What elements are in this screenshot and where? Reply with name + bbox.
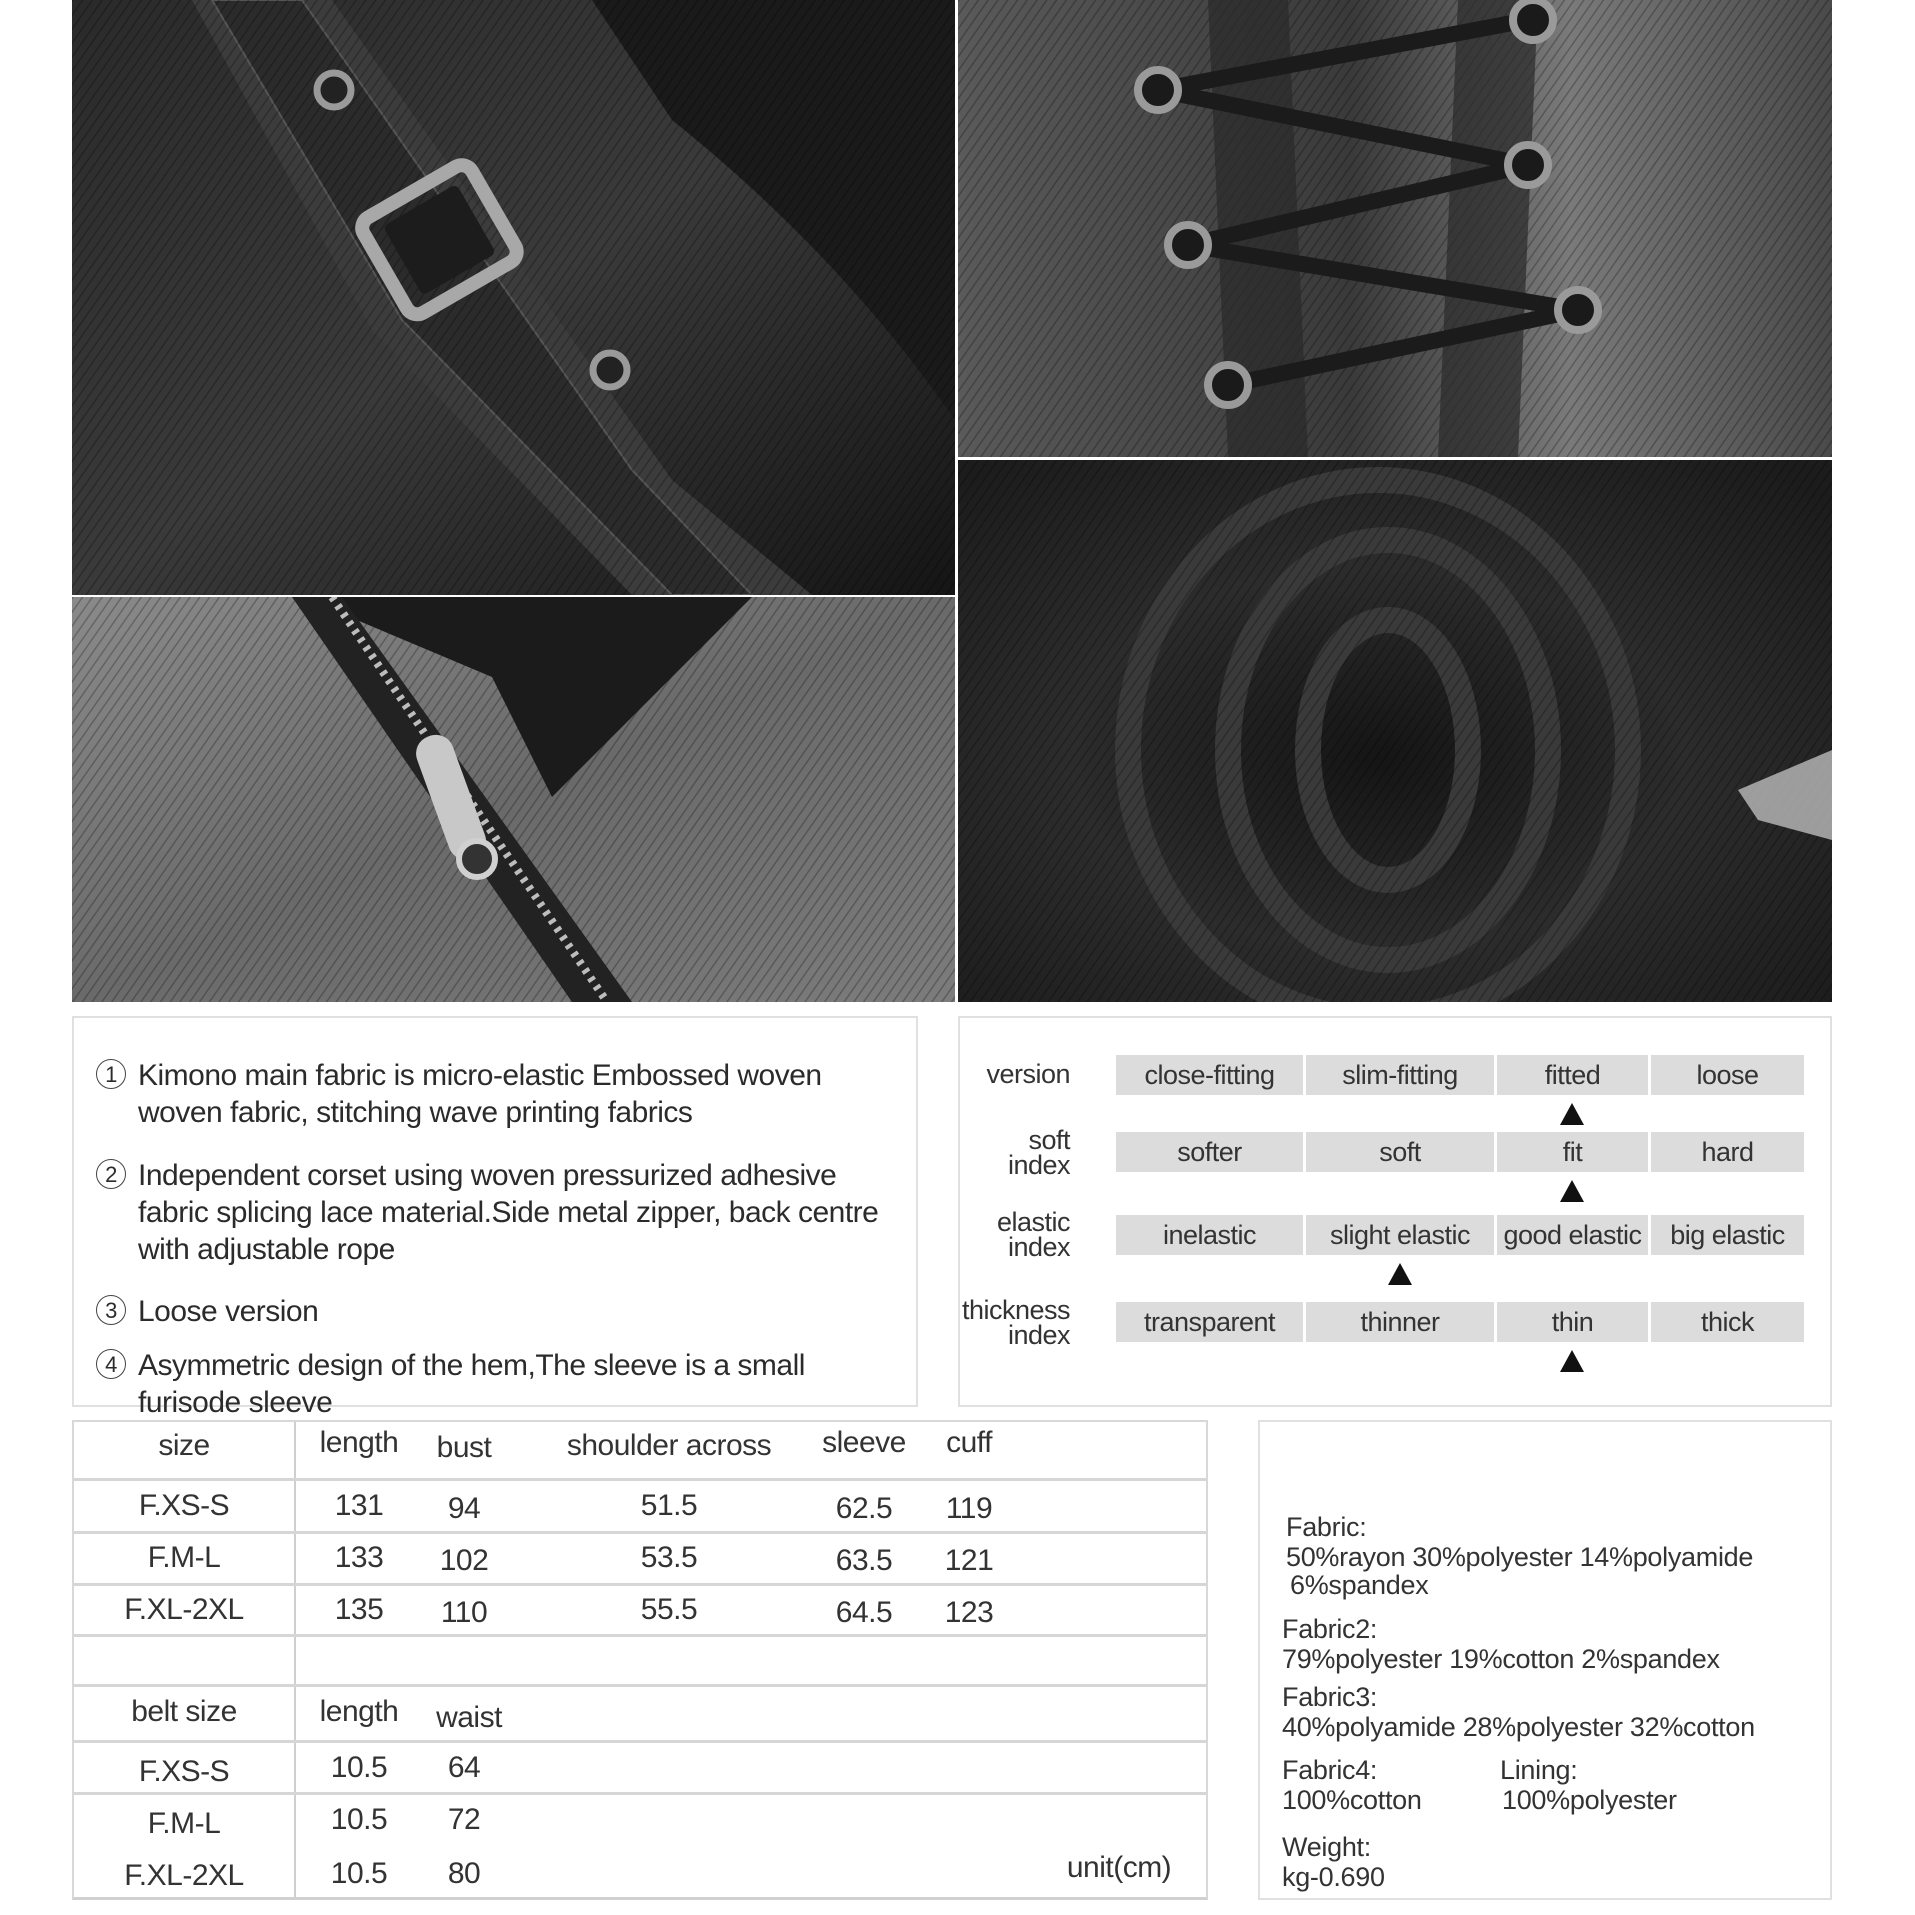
index-option: fit [1497, 1132, 1648, 1172]
belt-header: waist [436, 1701, 502, 1734]
size-chart [72, 1420, 1208, 1900]
index-option: slight elastic [1306, 1215, 1494, 1255]
index-label [986, 1059, 1070, 1089]
index-option: softer [1116, 1132, 1303, 1172]
row-divider [74, 1740, 1206, 1743]
size-cell: 121 [944, 1544, 994, 1577]
size-header: size [158, 1429, 210, 1462]
row-divider [74, 1478, 1206, 1481]
index-option: close-fitting [1116, 1055, 1303, 1095]
fabric3-value: 40%polyamide 28%polyester 32%cotton [1282, 1712, 1755, 1742]
size-cell: 133 [334, 1541, 384, 1574]
belt-cell: F.M-L [147, 1807, 221, 1840]
size-header: bust [436, 1431, 492, 1464]
feature-description-box [72, 1016, 918, 1419]
size-cell: 64.5 [835, 1596, 893, 1629]
belt-cell: 72 [447, 1803, 481, 1836]
belt-cell: 10.5 [330, 1751, 388, 1784]
lining-label: Lining: [1500, 1755, 1578, 1785]
index-option: loose [1651, 1055, 1804, 1095]
belt-cell: 10.5 [330, 1857, 388, 1890]
feature-text: Kimono main fabric is micro-elastic Embossed woven woven fabric, stitching wave printing fabrics [138, 1059, 822, 1129]
row-divider [74, 1531, 1206, 1534]
size-cell: 110 [440, 1596, 488, 1629]
index-option: fitted [1497, 1055, 1648, 1095]
index-option: transparent [1116, 1302, 1303, 1342]
size-cell: 55.5 [640, 1593, 698, 1626]
size-header: shoulder across [566, 1429, 772, 1462]
index-label-line: soft [1028, 1125, 1070, 1155]
lining-value: 100%polyester [1502, 1785, 1677, 1815]
photo-zipper-lace [72, 597, 955, 1002]
size-cell: F.XS-S [138, 1489, 230, 1522]
selection-marker-icon [1560, 1103, 1584, 1125]
fabric1-label: Fabric: [1286, 1512, 1367, 1542]
index-option: good elastic [1497, 1215, 1648, 1255]
fabric4-value: 100%cotton [1282, 1785, 1422, 1815]
column-divider [294, 1422, 296, 1897]
index-option: soft [1306, 1132, 1494, 1172]
size-header: sleeve [822, 1426, 906, 1459]
size-cell: 94 [447, 1492, 481, 1525]
fabric1-value: 50%rayon 30%polyester 14%polyamide [1286, 1542, 1754, 1572]
index-option: slim-fitting [1306, 1055, 1494, 1095]
selection-marker-icon [1560, 1350, 1584, 1372]
index-row-elastic [1116, 1215, 1808, 1255]
row-divider [74, 1792, 1206, 1795]
belt-cell: F.XS-S [138, 1755, 230, 1788]
circled-number: 1 [96, 1059, 126, 1089]
circled-number: 4 [96, 1349, 126, 1379]
index-option: inelastic [1116, 1215, 1303, 1255]
row-divider [74, 1583, 1206, 1586]
index-label [1007, 1125, 1070, 1180]
index-option: big elastic [1651, 1215, 1804, 1255]
index-label-line: index [1007, 1320, 1070, 1350]
weight-value: kg-0.690 [1282, 1862, 1385, 1892]
belt-cell: 80 [447, 1857, 481, 1890]
fabric3-label: Fabric3: [1282, 1682, 1378, 1712]
index-row-soft [1116, 1132, 1808, 1172]
index-label-line: index [1007, 1232, 1070, 1262]
row-divider [74, 1634, 1206, 1637]
index-label-line: elastic [996, 1207, 1070, 1237]
belt-cell: 10.5 [330, 1803, 388, 1836]
size-cell: F.XL-2XL [124, 1593, 244, 1626]
unit-label: unit(cm) [1066, 1851, 1172, 1884]
row-divider [74, 1684, 1206, 1687]
circled-number: 2 [96, 1159, 126, 1189]
size-cell: 63.5 [835, 1544, 893, 1577]
photo-fabric-swirl [958, 460, 1832, 1002]
fabric2-value: 79%polyester 19%cotton 2%spandex [1282, 1644, 1720, 1674]
selection-marker-icon [1388, 1263, 1412, 1285]
fabric2-label: Fabric2: [1282, 1614, 1378, 1644]
index-row-thickness [1116, 1302, 1808, 1342]
feature-item [96, 1293, 898, 1330]
feature-text: Asymmetric design of the hem,The sleeve is a small furisode sleeve [138, 1349, 805, 1419]
index-option: thin [1497, 1302, 1648, 1342]
index-label [996, 1207, 1070, 1262]
index-label-line: version [986, 1059, 1070, 1089]
weight-label: Weight: [1282, 1832, 1371, 1862]
size-cell: 135 [334, 1593, 384, 1626]
feature-text: Independent corset using woven pressurized adhesive fabric splicing lace material.Side metal zipper, back centre with adjustable rope [138, 1159, 879, 1266]
fabric-index-box [958, 1016, 1832, 1407]
size-cell: 119 [945, 1492, 993, 1525]
size-header: cuff [946, 1426, 992, 1459]
size-cell: 51.5 [640, 1489, 698, 1522]
size-cell: F.M-L [147, 1541, 221, 1574]
selection-marker-icon [1560, 1180, 1584, 1202]
index-label [961, 1295, 1070, 1350]
belt-header: length [319, 1695, 399, 1728]
index-option: thick [1651, 1302, 1804, 1342]
size-header: length [319, 1426, 399, 1459]
photo-buckle-strap [72, 0, 955, 595]
belt-header: belt size [131, 1695, 237, 1728]
size-cell: 102 [439, 1544, 489, 1577]
fabric-composition-box [1258, 1420, 1832, 1900]
feature-item [96, 1057, 898, 1131]
feature-item [96, 1347, 898, 1421]
circled-number: 3 [96, 1295, 126, 1325]
index-row-version [1116, 1055, 1808, 1095]
feature-item [96, 1157, 898, 1268]
index-option: hard [1651, 1132, 1804, 1172]
fabric1-value-cont: 6%spandex [1290, 1570, 1429, 1600]
fabric4-label: Fabric4: [1282, 1755, 1378, 1785]
index-option: thinner [1306, 1302, 1494, 1342]
size-cell: 53.5 [640, 1541, 698, 1574]
size-cell: 131 [334, 1489, 384, 1522]
belt-cell: 64 [447, 1751, 481, 1784]
index-label-line: index [1007, 1150, 1070, 1180]
feature-text: Loose version [138, 1295, 319, 1328]
size-cell: 123 [944, 1596, 994, 1629]
belt-cell: F.XL-2XL [124, 1859, 244, 1892]
photo-lacing [958, 0, 1832, 457]
index-label-line: thickness [961, 1295, 1070, 1325]
size-cell: 62.5 [835, 1492, 893, 1525]
